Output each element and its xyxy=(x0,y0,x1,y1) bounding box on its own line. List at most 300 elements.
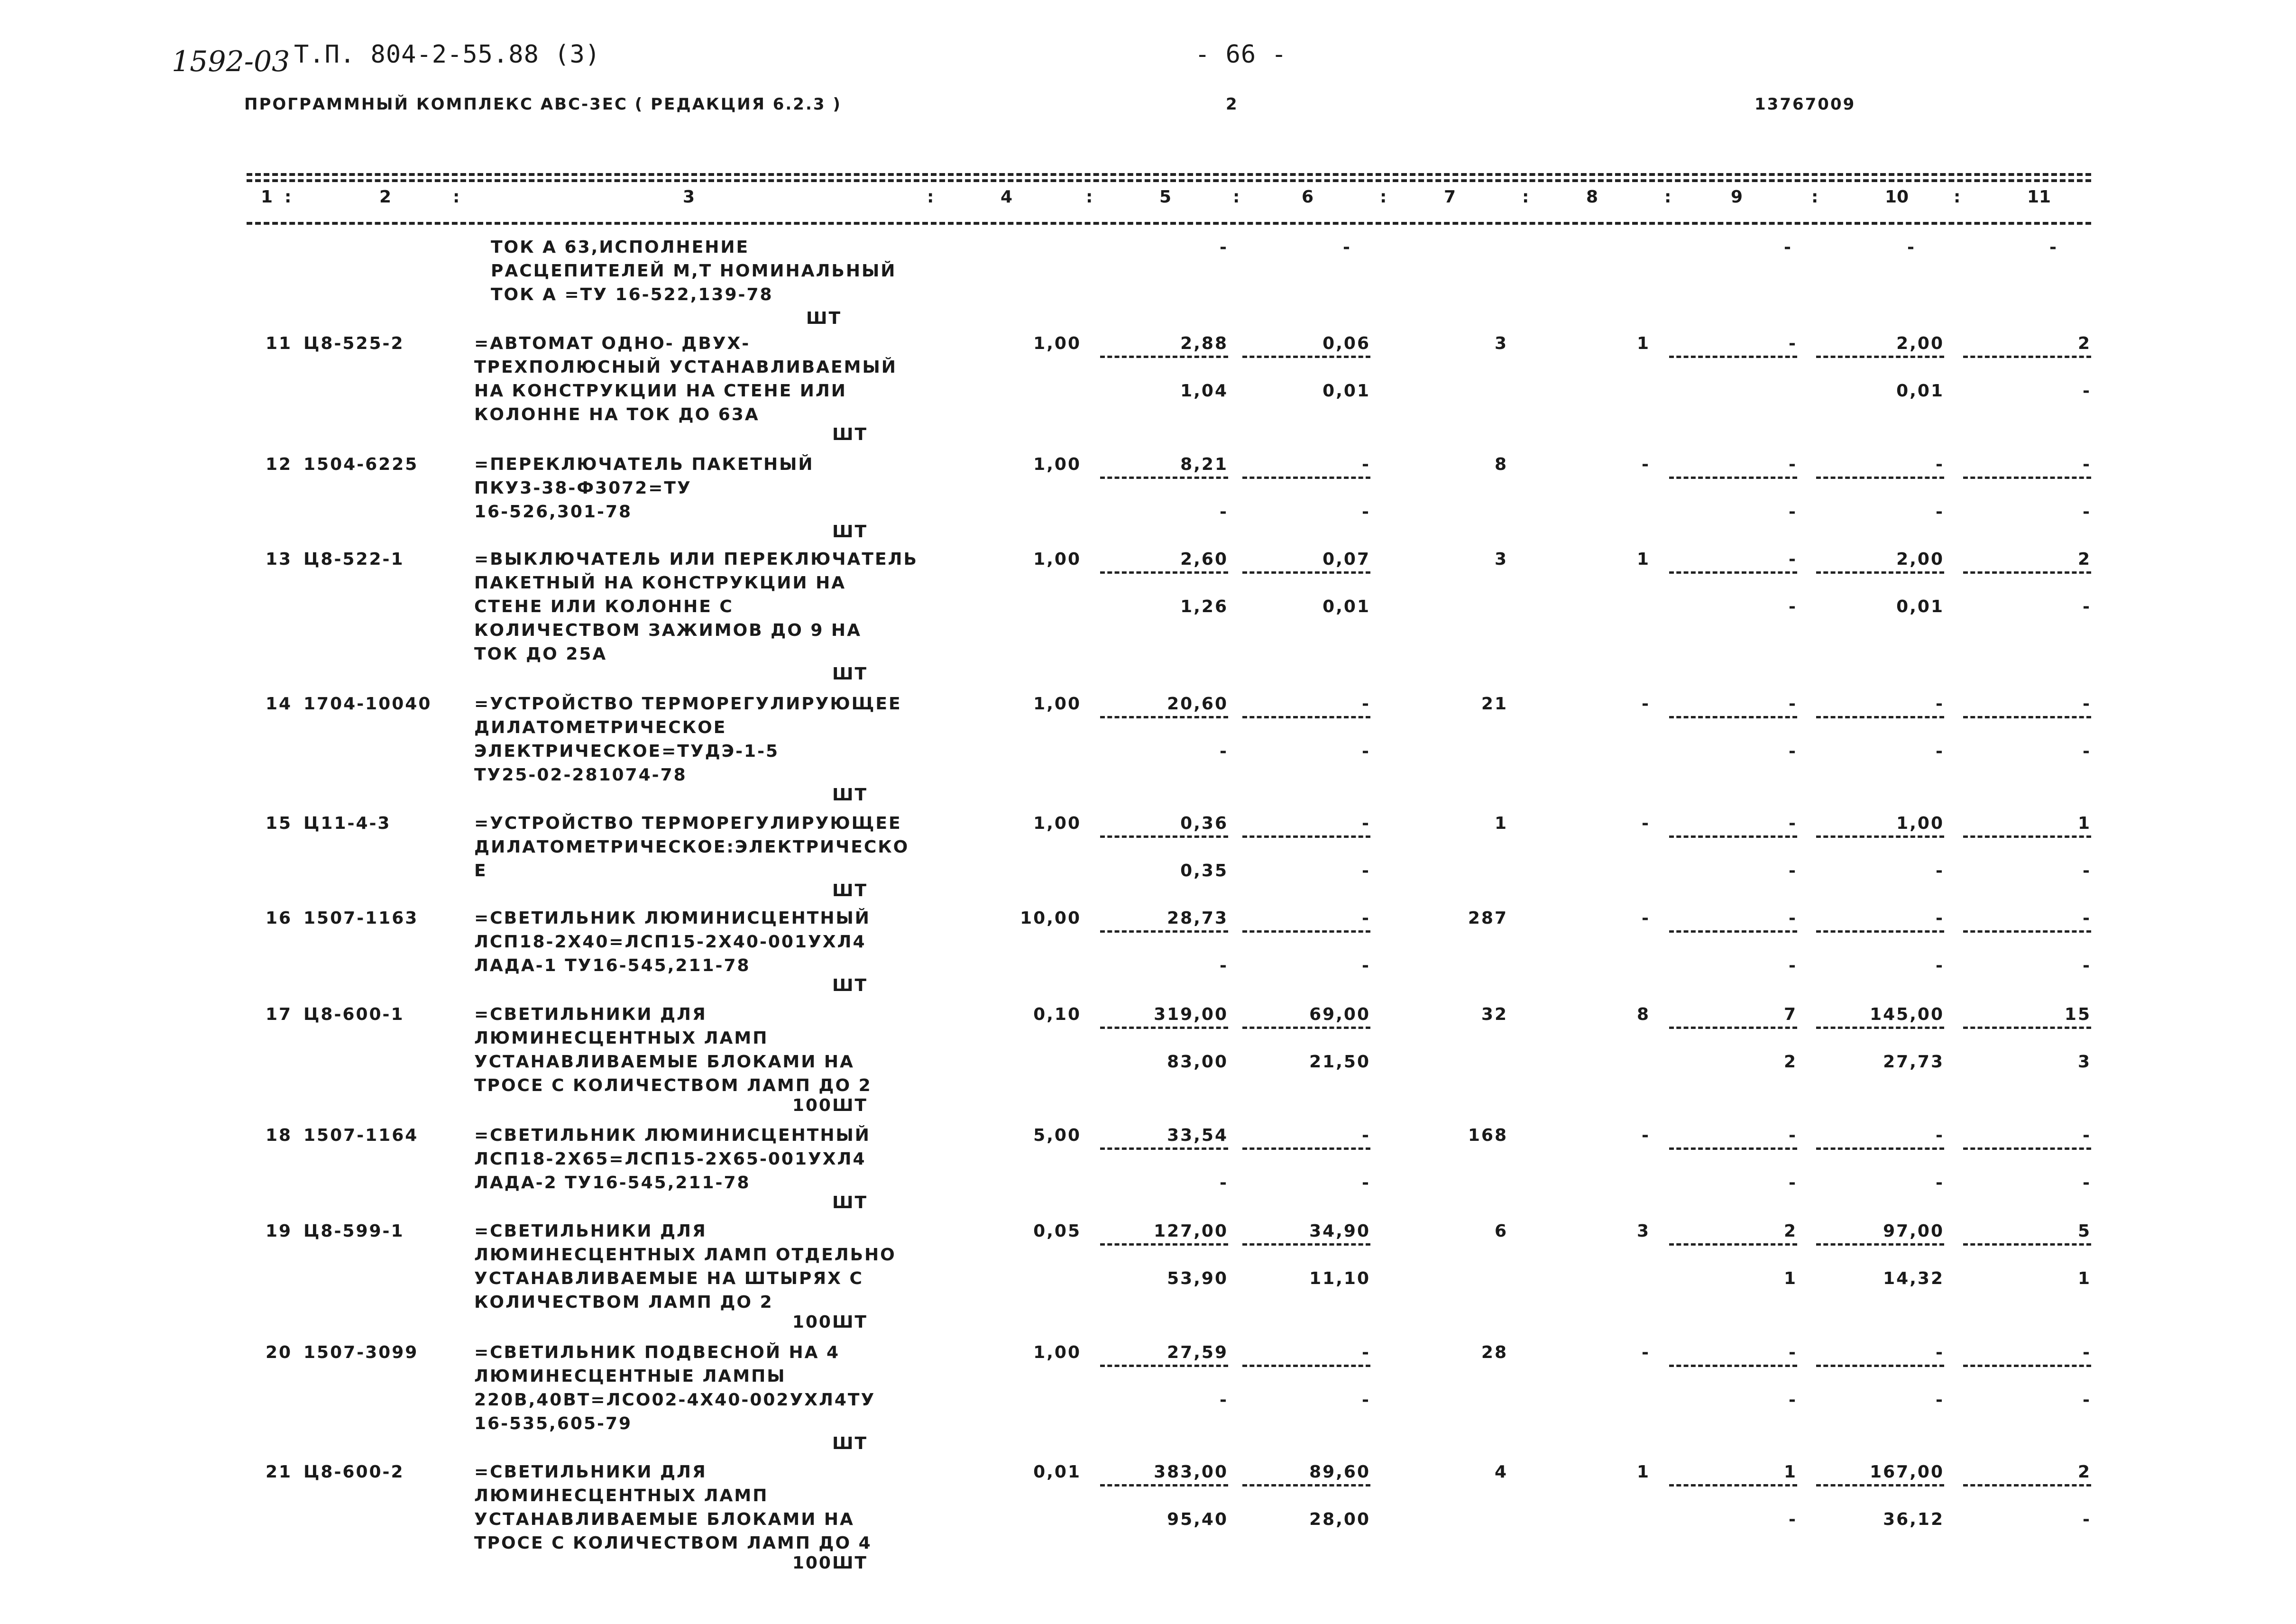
row-number: 14 xyxy=(266,694,293,714)
row-c6-total: - xyxy=(1362,455,1370,474)
row-description-line: 220В,40ВТ=ЛСО02-4Х40-002УХЛ4ТУ xyxy=(474,1390,876,1410)
row-c9-sub: - xyxy=(1789,742,1797,761)
row-c9-divider xyxy=(1669,571,1797,574)
column-separator: : xyxy=(285,187,292,207)
table-top-rule-2 xyxy=(247,179,2091,182)
row-unit: 100ШТ xyxy=(792,1312,868,1332)
column-separator: : xyxy=(1380,187,1387,207)
row-c10-sub: 0,01 xyxy=(1896,597,1944,616)
row-c7: 3 xyxy=(1494,550,1508,569)
row-quantity: 0,10 xyxy=(1033,1005,1081,1024)
row-code: Ц8-522-1 xyxy=(303,550,404,569)
row-number: 13 xyxy=(266,550,293,569)
row-description-line: КОЛИЧЕСТВОМ ЗАЖИМОВ ДО 9 НА xyxy=(474,621,862,640)
row-description-line: ЛСП18-2Х65=ЛСП15-2Х65-001УХЛ4 xyxy=(474,1149,866,1169)
row-description-line: ЛЮМИНЕСЦЕНТНЫЕ ЛАМПЫ xyxy=(474,1367,786,1386)
row-c10-divider xyxy=(1816,571,1944,574)
row-code: 1507-1163 xyxy=(303,908,419,928)
row-c8: 8 xyxy=(1636,1005,1650,1024)
row-c6-total: 0,07 xyxy=(1322,550,1370,569)
row-quantity: 0,01 xyxy=(1033,1462,1081,1482)
row-c9-divider xyxy=(1669,1027,1797,1029)
column-header-6: 6 xyxy=(1302,187,1314,207)
row-c6-divider xyxy=(1242,716,1370,718)
row-c9-sub: 2 xyxy=(1783,1052,1797,1072)
row-c10-sub: 27,73 xyxy=(1883,1052,1944,1072)
row-c9-sub: 1 xyxy=(1783,1269,1797,1288)
row-description-line: СТЕНЕ ИЛИ КОЛОННЕ С xyxy=(474,597,734,616)
row-description-line: =УСТРОЙСТВО ТЕРМОРЕГУЛИРУЮЩЕЕ xyxy=(474,814,902,833)
page-number: - 66 - xyxy=(1195,40,1287,69)
row-c5-sub: - xyxy=(1220,1173,1228,1193)
row-c9-sub: - xyxy=(1789,1390,1797,1410)
row-c8: 1 xyxy=(1636,1462,1650,1482)
row-c7: 1 xyxy=(1494,814,1508,833)
row-quantity: 5,00 xyxy=(1033,1126,1081,1145)
row-number: 21 xyxy=(266,1462,293,1482)
row-description-line: ЛАДА-1 ТУ16-545,211-78 xyxy=(474,956,751,975)
carry-c10: - xyxy=(1907,238,1916,257)
row-c5-total: 28,73 xyxy=(1167,908,1228,928)
row-c9-divider xyxy=(1669,835,1797,838)
row-c11-divider xyxy=(1963,1027,2091,1029)
row-c10-sub: - xyxy=(1936,502,1944,522)
row-c6-divider xyxy=(1242,1243,1370,1246)
row-c6-total: 0,06 xyxy=(1322,334,1370,353)
row-c11-sub: - xyxy=(2083,381,2091,401)
row-c10-sub: 14,32 xyxy=(1883,1269,1944,1288)
row-description-line: 16-535,605-79 xyxy=(474,1414,633,1433)
row-description-line: =СВЕТИЛЬНИКИ ДЛЯ xyxy=(474,1221,707,1241)
row-description-line: =СВЕТИЛЬНИК ПОДВЕСНОЙ НА 4 xyxy=(474,1343,840,1362)
row-c6-divider xyxy=(1242,356,1370,358)
row-c7: 287 xyxy=(1468,908,1508,928)
row-c10-sub: 0,01 xyxy=(1896,381,1944,401)
row-c5-divider xyxy=(1100,1365,1228,1367)
row-c10-divider xyxy=(1816,1027,1944,1029)
row-c6-total: 34,90 xyxy=(1309,1221,1370,1241)
row-c8: - xyxy=(1642,455,1650,474)
row-number: 15 xyxy=(266,814,293,833)
row-unit: ШТ xyxy=(832,1193,868,1212)
row-description-line: ПАКЕТНЫЙ НА КОНСТРУКЦИИ НА xyxy=(474,573,846,593)
carry-c11: - xyxy=(2049,238,2058,257)
row-number: 20 xyxy=(266,1343,293,1362)
row-c5-total: 0,36 xyxy=(1180,814,1228,833)
row-c11-sub: - xyxy=(2083,742,2091,761)
column-separator: : xyxy=(453,187,460,207)
row-quantity: 0,05 xyxy=(1033,1221,1081,1241)
row-c6-sub: 11,10 xyxy=(1309,1269,1370,1288)
row-c8: 3 xyxy=(1636,1221,1650,1241)
column-separator: : xyxy=(1954,187,1961,207)
column-header-7: 7 xyxy=(1444,187,1456,207)
row-c6-sub: 21,50 xyxy=(1309,1052,1370,1072)
row-code: 1507-3099 xyxy=(303,1343,419,1362)
row-unit: ШТ xyxy=(832,664,868,684)
row-c6-sub: 0,01 xyxy=(1322,381,1370,401)
row-c11-total: 1 xyxy=(2077,814,2091,833)
column-header-4: 4 xyxy=(1001,187,1013,207)
doc-ref: Т.П. 804-2-55.88 (3) xyxy=(294,40,601,69)
row-c9-divider xyxy=(1669,1147,1797,1150)
row-c10-sub: - xyxy=(1936,742,1944,761)
row-c5-divider xyxy=(1100,1243,1228,1246)
column-header-10: 10 xyxy=(1885,187,1909,207)
row-c9-divider xyxy=(1669,1484,1797,1486)
row-c6-sub: - xyxy=(1362,956,1370,975)
row-c6-total: - xyxy=(1362,908,1370,928)
row-c9-sub: - xyxy=(1789,502,1797,522)
table-header-rule xyxy=(247,222,2091,225)
row-c11-total: - xyxy=(2083,694,2091,714)
row-c9-divider xyxy=(1669,1243,1797,1246)
row-unit: 100ШТ xyxy=(792,1096,868,1115)
row-c8: - xyxy=(1642,908,1650,928)
row-description-line: ТРОСЕ С КОЛИЧЕСТВОМ ЛАМП ДО 4 xyxy=(474,1533,872,1553)
row-c9-total: - xyxy=(1789,334,1797,353)
row-c9-total: - xyxy=(1789,694,1797,714)
row-description-line: 16-526,301-78 xyxy=(474,502,633,522)
row-description-line: УСТАНАВЛИВАЕМЫЕ БЛОКАМИ НА xyxy=(474,1052,854,1072)
row-c9-total: - xyxy=(1789,814,1797,833)
column-separator: : xyxy=(1522,187,1529,207)
row-c6-divider xyxy=(1242,930,1370,933)
carry-line-2: РАСЦЕПИТЕЛЕЙ М,Т НОМИНАЛЬНЫЙ xyxy=(491,261,897,281)
row-c5-divider xyxy=(1100,930,1228,933)
row-quantity: 10,00 xyxy=(1020,908,1081,928)
row-c9-total: - xyxy=(1789,1343,1797,1362)
row-code: 1504-6225 xyxy=(303,455,419,474)
row-c9-divider xyxy=(1669,356,1797,358)
row-c6-total: 69,00 xyxy=(1309,1005,1370,1024)
row-c9-sub: - xyxy=(1789,861,1797,881)
row-c7: 32 xyxy=(1481,1005,1508,1024)
column-separator: : xyxy=(1233,187,1240,207)
row-c10-sub: - xyxy=(1936,1173,1944,1193)
row-c9-sub: - xyxy=(1789,597,1797,616)
row-code: 1507-1164 xyxy=(303,1126,419,1145)
row-code: Ц8-599-1 xyxy=(303,1221,404,1241)
column-header-2: 2 xyxy=(379,187,392,207)
row-code: Ц8-525-2 xyxy=(303,334,404,353)
row-c10-total: - xyxy=(1936,908,1944,928)
row-c9-total: - xyxy=(1789,455,1797,474)
row-c10-divider xyxy=(1816,1147,1944,1150)
carry-line-3: ТОК А =ТУ 16-522,139-78 xyxy=(491,285,773,304)
row-c10-total: 1,00 xyxy=(1896,814,1944,833)
row-c5-total: 33,54 xyxy=(1167,1126,1228,1145)
row-c10-divider xyxy=(1816,1484,1944,1486)
row-c6-divider xyxy=(1242,1147,1370,1150)
row-unit: ШТ xyxy=(832,1434,868,1453)
program-title: ПРОГРАММНЫЙ КОМПЛЕКС АВС-3ЕС ( РЕДАКЦИЯ 6.2.3 ) xyxy=(244,95,842,114)
row-c6-divider xyxy=(1242,835,1370,838)
row-c6-divider xyxy=(1242,477,1370,479)
row-unit: ШТ xyxy=(832,785,868,805)
row-c11-divider xyxy=(1963,1147,2091,1150)
row-c11-sub: 3 xyxy=(2077,1052,2091,1072)
row-c8: - xyxy=(1642,1343,1650,1362)
row-c9-sub: - xyxy=(1789,1173,1797,1193)
row-number: 16 xyxy=(266,908,293,928)
row-quantity: 1,00 xyxy=(1033,1343,1081,1362)
row-unit: ШТ xyxy=(832,522,868,541)
column-header-5: 5 xyxy=(1159,187,1172,207)
row-c11-sub: - xyxy=(2083,1510,2091,1529)
row-c5-total: 8,21 xyxy=(1180,455,1228,474)
row-description-line: =СВЕТИЛЬНИКИ ДЛЯ xyxy=(474,1005,707,1024)
row-c11-divider xyxy=(1963,716,2091,718)
row-unit: ШТ xyxy=(832,881,868,900)
doc-code: 13767009 xyxy=(1754,95,1856,114)
row-c11-divider xyxy=(1963,1365,2091,1367)
row-description-line: ДИЛАТОМЕТРИЧЕСКОЕ xyxy=(474,718,727,737)
row-c11-sub: - xyxy=(2083,502,2091,522)
column-separator: : xyxy=(927,187,934,207)
row-c5-divider xyxy=(1100,835,1228,838)
row-c9-sub: - xyxy=(1789,1510,1797,1529)
row-c8: - xyxy=(1642,814,1650,833)
row-c6-sub: 0,01 xyxy=(1322,597,1370,616)
row-description-line: =СВЕТИЛЬНИК ЛЮМИНИСЦЕНТНЫЙ xyxy=(474,908,871,928)
row-c5-sub: 1,04 xyxy=(1180,381,1228,401)
row-c10-divider xyxy=(1816,835,1944,838)
row-c5-sub: - xyxy=(1220,502,1228,522)
row-description-line: ЛЮМИНЕСЦЕНТНЫХ ЛАМП xyxy=(474,1486,769,1505)
row-c11-total: 2 xyxy=(2077,1462,2091,1482)
row-c6-divider xyxy=(1242,1027,1370,1029)
row-unit: 100ШТ xyxy=(792,1553,868,1573)
row-c10-total: - xyxy=(1936,455,1944,474)
row-c5-divider xyxy=(1100,477,1228,479)
row-c5-total: 27,59 xyxy=(1167,1343,1228,1362)
row-c9-sub: - xyxy=(1789,956,1797,975)
row-description-line: ПКУ3-38-Ф3072=ТУ xyxy=(474,478,692,498)
row-c11-divider xyxy=(1963,1243,2091,1246)
row-c5-total: 319,00 xyxy=(1154,1005,1228,1024)
row-c6-sub: - xyxy=(1362,1173,1370,1193)
row-c8: 1 xyxy=(1636,550,1650,569)
row-c6-sub: - xyxy=(1362,1390,1370,1410)
row-description-line: =АВТОМАТ ОДНО- ДВУХ- xyxy=(474,334,751,353)
row-description-line: ЛЮМИНЕСЦЕНТНЫХ ЛАМП ОТДЕЛЬНО xyxy=(474,1245,896,1265)
row-description-line: ТРЕХПОЛЮСНЫЙ УСТАНАВЛИВАЕМЫЙ xyxy=(474,358,897,377)
row-description-line: Е xyxy=(474,861,487,881)
row-c10-total: 145,00 xyxy=(1870,1005,1944,1024)
row-c11-sub: - xyxy=(2083,861,2091,881)
column-header-8: 8 xyxy=(1586,187,1598,207)
row-c10-total: 97,00 xyxy=(1883,1221,1944,1241)
row-c5-divider xyxy=(1100,1484,1228,1486)
row-c10-sub: - xyxy=(1936,1390,1944,1410)
row-c11-total: - xyxy=(2083,908,2091,928)
row-c5-divider xyxy=(1100,1027,1228,1029)
column-header-11: 11 xyxy=(2027,187,2051,207)
row-c10-total: - xyxy=(1936,1126,1944,1145)
row-number: 12 xyxy=(266,455,293,474)
row-c11-total: 2 xyxy=(2077,334,2091,353)
row-c9-total: - xyxy=(1789,908,1797,928)
row-c6-sub: 28,00 xyxy=(1309,1510,1370,1529)
row-c11-total: 15 xyxy=(2064,1005,2091,1024)
row-c10-divider xyxy=(1816,930,1944,933)
row-c6-divider xyxy=(1242,1365,1370,1367)
row-number: 11 xyxy=(266,334,293,353)
row-c10-total: - xyxy=(1936,694,1944,714)
row-c9-total: 7 xyxy=(1783,1005,1797,1024)
row-c5-total: 20,60 xyxy=(1167,694,1228,714)
sheet-number: 2 xyxy=(1226,95,1239,114)
row-c11-divider xyxy=(1963,1484,2091,1486)
row-code: 1704-10040 xyxy=(303,694,432,714)
row-c6-sub: - xyxy=(1362,742,1370,761)
row-c5-total: 2,60 xyxy=(1180,550,1228,569)
row-description-line: УСТАНАВЛИВАЕМЫЕ НА ШТЫРЯХ С xyxy=(474,1269,863,1288)
row-description-line: =ПЕРЕКЛЮЧАТЕЛЬ ПАКЕТНЫЙ xyxy=(474,455,814,474)
row-description-line: =СВЕТИЛЬНИКИ ДЛЯ xyxy=(474,1462,707,1482)
column-separator: : xyxy=(1086,187,1093,207)
row-c10-divider xyxy=(1816,477,1944,479)
row-c11-total: - xyxy=(2083,1343,2091,1362)
row-number: 17 xyxy=(266,1005,293,1024)
carry-c9: - xyxy=(1784,238,1792,257)
row-c10-divider xyxy=(1816,1365,1944,1367)
row-c5-sub: - xyxy=(1220,742,1228,761)
row-c10-sub: 36,12 xyxy=(1883,1510,1944,1529)
row-c6-divider xyxy=(1242,571,1370,574)
row-c5-sub: 0,35 xyxy=(1180,861,1228,881)
row-description-line: ЛСП18-2Х40=ЛСП15-2Х40-001УХЛ4 xyxy=(474,932,866,952)
row-c8: 1 xyxy=(1636,334,1650,353)
row-c11-total: - xyxy=(2083,1126,2091,1145)
row-code: Ц8-600-1 xyxy=(303,1005,404,1024)
row-number: 19 xyxy=(266,1221,293,1241)
row-description-line: ТРОСЕ С КОЛИЧЕСТВОМ ЛАМП ДО 2 xyxy=(474,1076,872,1095)
row-c10-sub: - xyxy=(1936,956,1944,975)
row-c5-sub: - xyxy=(1220,1390,1228,1410)
row-unit: ШТ xyxy=(832,976,868,995)
carry-c6: - xyxy=(1343,238,1351,257)
row-number: 18 xyxy=(266,1126,293,1145)
row-description-line: КОЛИЧЕСТВОМ ЛАМП ДО 2 xyxy=(474,1293,773,1312)
row-c10-total: 167,00 xyxy=(1870,1462,1944,1482)
row-c11-divider xyxy=(1963,477,2091,479)
row-quantity: 1,00 xyxy=(1033,334,1081,353)
row-c6-total: - xyxy=(1362,1343,1370,1362)
row-c5-total: 383,00 xyxy=(1154,1462,1228,1482)
row-c10-total: 2,00 xyxy=(1896,550,1944,569)
row-c5-sub: 83,00 xyxy=(1167,1052,1228,1072)
row-description-line: ТОК ДО 25А xyxy=(474,644,607,664)
row-quantity: 1,00 xyxy=(1033,814,1081,833)
row-c11-divider xyxy=(1963,571,2091,574)
row-c5-sub: 1,26 xyxy=(1180,597,1228,616)
row-c5-total: 2,88 xyxy=(1180,334,1228,353)
row-c10-divider xyxy=(1816,716,1944,718)
row-c7: 8 xyxy=(1494,455,1508,474)
row-c5-sub: 53,90 xyxy=(1167,1269,1228,1288)
row-c6-sub: - xyxy=(1362,861,1370,881)
column-header-3: 3 xyxy=(683,187,695,207)
row-c5-total: 127,00 xyxy=(1154,1221,1228,1241)
row-c6-total: 89,60 xyxy=(1309,1462,1370,1482)
row-c6-divider xyxy=(1242,1484,1370,1486)
row-description-line: ДИЛАТОМЕТРИЧЕСКОЕ:ЭЛЕКТРИЧЕСКО xyxy=(474,837,909,857)
row-description-line: =СВЕТИЛЬНИК ЛЮМИНИСЦЕНТНЫЙ xyxy=(474,1126,871,1145)
row-quantity: 1,00 xyxy=(1033,455,1081,474)
row-quantity: 1,00 xyxy=(1033,550,1081,569)
carry-line-1: ТОК А 63,ИСПОЛНЕНИЕ xyxy=(491,238,750,257)
column-header-1: 1 xyxy=(261,187,273,207)
row-c8: - xyxy=(1642,1126,1650,1145)
row-c6-total: - xyxy=(1362,814,1370,833)
row-c11-divider xyxy=(1963,930,2091,933)
row-description-line: =ВЫКЛЮЧАТЕЛЬ ИЛИ ПЕРЕКЛЮЧАТЕЛЬ xyxy=(474,550,918,569)
row-c11-divider xyxy=(1963,356,2091,358)
row-c5-divider xyxy=(1100,571,1228,574)
row-description-line: УСТАНАВЛИВАЕМЫЕ БЛОКАМИ НА xyxy=(474,1510,854,1529)
row-c10-total: - xyxy=(1936,1343,1944,1362)
row-description-line: ЛАДА-2 ТУ16-545,211-78 xyxy=(474,1173,751,1193)
row-c9-divider xyxy=(1669,477,1797,479)
row-c7: 3 xyxy=(1494,334,1508,353)
row-description-line: ЛЮМИНЕСЦЕНТНЫХ ЛАМП xyxy=(474,1028,769,1048)
row-code: Ц11-4-3 xyxy=(303,814,391,833)
row-c5-divider xyxy=(1100,716,1228,718)
row-c10-divider xyxy=(1816,1243,1944,1246)
column-header-9: 9 xyxy=(1731,187,1743,207)
column-separator: : xyxy=(1664,187,1671,207)
column-separator: : xyxy=(1811,187,1818,207)
row-code: Ц8-600-2 xyxy=(303,1462,404,1482)
row-c11-sub: - xyxy=(2083,1390,2091,1410)
table-top-rule xyxy=(247,173,2091,176)
row-c6-total: - xyxy=(1362,694,1370,714)
row-unit: ШТ xyxy=(832,425,868,444)
row-c5-divider xyxy=(1100,356,1228,358)
row-c5-sub: - xyxy=(1220,956,1228,975)
row-c6-total: - xyxy=(1362,1126,1370,1145)
row-c6-sub: - xyxy=(1362,502,1370,522)
row-c9-total: - xyxy=(1789,550,1797,569)
row-c8: - xyxy=(1642,694,1650,714)
row-description-line: КОЛОННЕ НА ТОК ДО 63А xyxy=(474,405,760,424)
row-description-line: НА КОНСТРУКЦИИ НА СТЕНЕ ИЛИ xyxy=(474,381,847,401)
row-c11-sub: - xyxy=(2083,956,2091,975)
row-c11-total: 5 xyxy=(2077,1221,2091,1241)
row-c11-total: - xyxy=(2083,455,2091,474)
carry-c5: - xyxy=(1220,238,1228,257)
carry-unit: ШТ xyxy=(806,309,842,328)
row-description-line: ТУ25-02-281074-78 xyxy=(474,765,687,785)
row-c11-sub: - xyxy=(2083,597,2091,616)
row-c10-total: 2,00 xyxy=(1896,334,1944,353)
row-c7: 168 xyxy=(1468,1126,1508,1145)
row-c9-divider xyxy=(1669,930,1797,933)
row-c5-divider xyxy=(1100,1147,1228,1150)
row-c10-divider xyxy=(1816,356,1944,358)
handwritten-code: 1592-03 xyxy=(172,45,290,78)
row-c11-sub: 1 xyxy=(2077,1269,2091,1288)
row-description-line: =УСТРОЙСТВО ТЕРМОРЕГУЛИРУЮЩЕЕ xyxy=(474,694,902,714)
row-c10-sub: - xyxy=(1936,861,1944,881)
row-c7: 21 xyxy=(1481,694,1508,714)
row-c9-total: 1 xyxy=(1783,1462,1797,1482)
row-c9-divider xyxy=(1669,1365,1797,1367)
row-c7: 28 xyxy=(1481,1343,1508,1362)
row-c11-total: 2 xyxy=(2077,550,2091,569)
